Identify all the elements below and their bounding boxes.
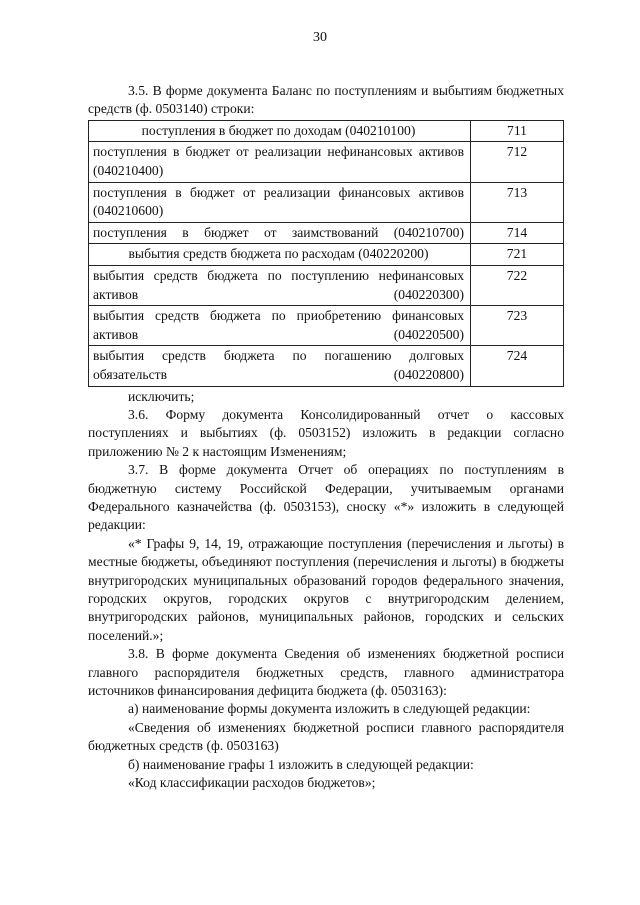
table-row [88,346,564,386]
table-row [88,121,564,143]
section-3-8-item-b: б) наименование графы 1 изложить в следующей редакции: [128,756,474,772]
section-3-8-paragraph: 3.8. В форме документа Сведения об изменениях бюджетной росписи главного распорядителя бюджетных средств, главного администратора источников финансирования дефицита бюджета (ф. 0503163): [88,646,564,699]
table-row [88,142,564,182]
row-name: поступления в бюджет от заимствований (040210700) [89,223,471,244]
table-row [88,266,564,306]
section-3-8-item-a: а) наименование формы документа изложить в следующей редакции: [128,701,531,717]
row-name: выбытия средств бюджета по расходам (040220200) [89,244,471,265]
row-code: 722 [506,267,528,283]
row-name: поступления в бюджет от реализации нефинансовых активов (040210400) [89,142,471,181]
document-body [88,82,564,792]
row-name: поступления в бюджет от реализации финансовых активов (040210600) [89,183,471,222]
table-row [88,223,564,245]
table-row [88,306,564,346]
row-code: 724 [506,348,528,364]
row-code: 723 [506,308,528,324]
section-3-8-item-b-quote: «Код классификации расходов бюджетов»; [128,775,376,791]
section-3-5-intro: 3.5. В форме документа Баланс по поступлениям и выбытиям бюджетных средств (ф. 0503140) строки: [88,83,564,117]
page-number: 30 [313,30,327,45]
row-code: 711 [507,122,527,138]
table-row [88,183,564,223]
section-3-5-outro: исключить; [128,388,195,404]
row-code: 714 [506,224,528,240]
table-row [88,244,564,266]
row-name: выбытия средств бюджета по погашению долговых обязательств (040220800) [89,346,471,385]
row-name: выбытия средств бюджета по приобретению финансовых активов (040220500) [89,306,471,345]
row-code: 721 [506,246,528,262]
section-3-8-item-a-quote: «Сведения об изменениях бюджетной росписи главного распорядителя бюджетных средств (ф. 0503163) [88,719,564,754]
row-code: 713 [506,184,528,200]
row-name: выбытия средств бюджета по поступлению нефинансовых активов (040220300) [89,266,471,305]
removed-rows-table [88,120,564,387]
section-3-7-paragraph: 3.7. В форме документа Отчет об операциях по поступлениям в бюджетную систему Российской Федерации, учитываемым органами Федерального казначейства (ф. 0503153), сноску «*» изложить в следующей редакции: [88,462,564,533]
row-name: поступления в бюджет по доходам (040210100) [89,121,471,142]
section-3-6-paragraph: 3.6. Форму документа Консолидированный отчет о кассовых поступлениях и выбытиях (ф. 0503152) изложить в редакции согласно приложению № 2 к настоящим Изменениям; [88,406,564,459]
row-code: 712 [506,144,528,160]
section-3-7-footnote-text: «* Графы 9, 14, 19, отражающие поступления (перечисления и льготы) в местные бюджеты, объединяют поступления (перечисления и льготы) в бюджеты внутригородских муниципальных образований городов федерального значения, городских округов, городских округов с внутригородским делением, внутригородских районов, муниципальных районов, городских и сельских поселений.»; [88,535,564,643]
